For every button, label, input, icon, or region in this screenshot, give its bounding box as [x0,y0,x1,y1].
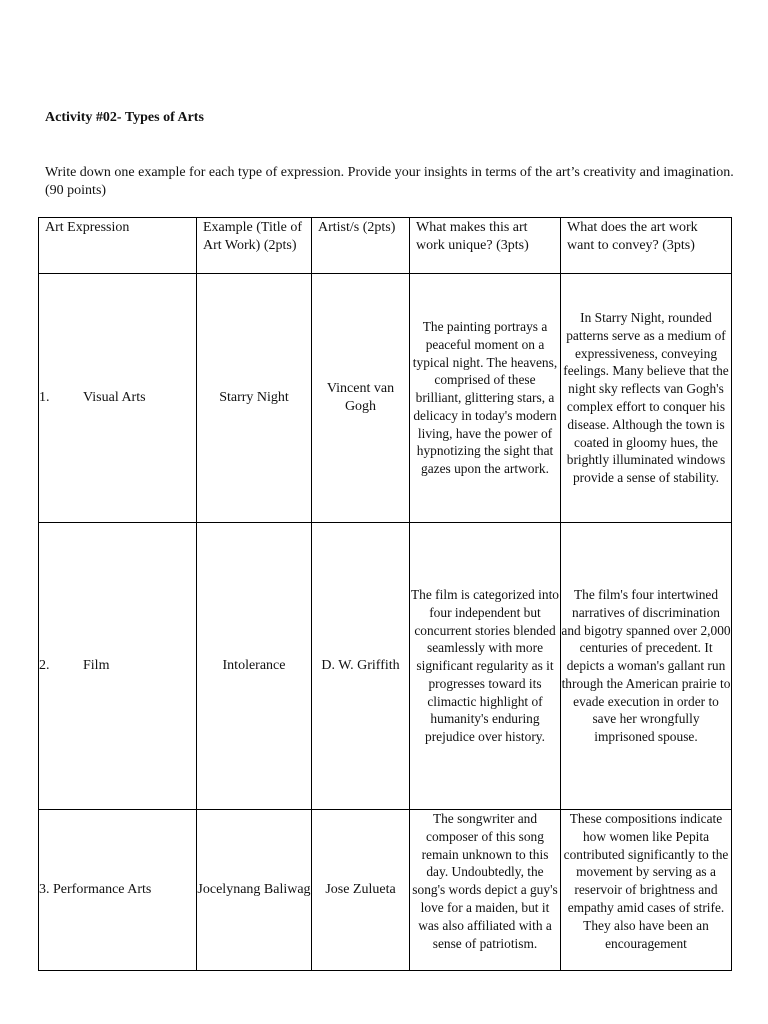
row-number: 3. [39,882,50,898]
art-types-table [38,217,732,971]
artist-cell: Vincent van Gogh [312,274,410,523]
header-unique: What makes this art work unique? (3pts) [410,218,561,274]
table-row [39,523,732,810]
instructions-text: Write down one example for each type of expression. Provide your insights in terms of the art’s creativity and imagination. (90 points) [45,165,734,198]
artist-cell: D. W. Griffith [312,523,410,810]
header-artist: Artist/s (2pts) [312,218,410,274]
convey-cell: The film's four intertwined narratives of discrimination and bigotry spanned over 2,000 centuries of precedent. It depicts a woman's gallant run through the American prairie to evade execution in order to save her wrongfully imprisoned spouse. [561,523,732,810]
header-convey: What does the art work want to convey? (3pts) [561,218,732,274]
example-cell: Starry Night [197,274,312,523]
row-number: 2. [39,658,50,674]
header-art-expression: Art Expression [39,218,197,274]
table-header-row [39,218,732,274]
art-expression-label: Performance Arts [53,882,152,898]
artist-cell: Jose Zulueta [312,810,410,971]
activity-heading: Activity #02- Types of Arts [45,110,204,125]
unique-cell [410,810,561,971]
row-number: 1. [39,390,50,406]
art-expression-cell [39,274,197,523]
art-expression-label: Film [83,658,110,674]
art-expression-label: Visual Arts [83,390,146,406]
unique-cell: The painting portrays a peaceful moment on a typical night. The heavens, comprised of these brilliant, glittering stars, a delicacy in today's modern living, have the power of hypnotizing the sight that gazes upon the artwork. [410,274,561,523]
convey-cell: In Starry Night, rounded patterns serve as a medium of expressiveness, conveying feelings. Many believe that the night sky reflects van Gogh's complex effort to conquer his disease. Although the town is coated in gloomy hues, the brightly illuminated windows provide a sense of stability. [561,274,732,523]
art-expression-cell [39,810,197,971]
table-row [39,810,732,971]
header-example: Example (Title of Art Work) (2pts) [197,218,312,274]
table-row [39,274,732,523]
example-cell: Intolerance [197,523,312,810]
art-expression-cell [39,523,197,810]
unique-cell: The film is categorized into four independent but concurrent stories blended seamlessly with more significant regularity as it progresses toward its climactic highlight of humanity's enduring prejudice over history. [410,523,561,810]
convey-text: These compositions indicate how women like Pepita contributed significantly to the movement by serving as a reservoir of brightness and empathy amid cases of strife. They also have been an encouragement [563,811,729,951]
unique-text: The songwriter and composer of this song remain unknown to this day. Undoubtedly, the song's words depict a guy's love for a maiden, but it was also affiliated with a sense of patriotism. [412,811,558,951]
example-cell: Jocelynang Baliwag [197,810,312,971]
convey-cell [561,810,732,971]
